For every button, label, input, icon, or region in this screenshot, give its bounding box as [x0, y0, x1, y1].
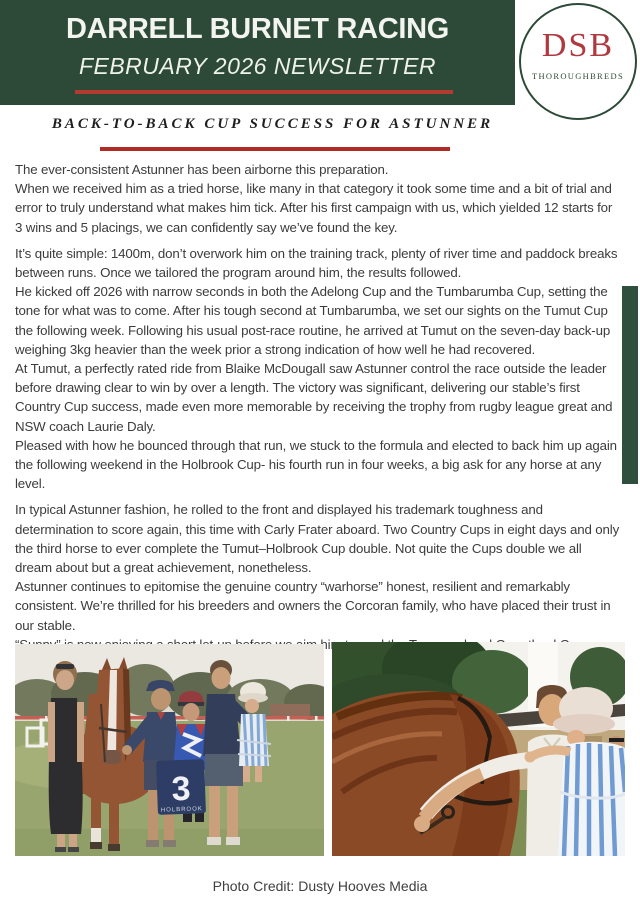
header-banner: [0, 0, 515, 105]
banner-red-rule: [75, 90, 453, 94]
saddlecloth-number: 3: [170, 769, 192, 809]
logo-monogram: DSB: [541, 27, 615, 64]
dsb-logo: [519, 3, 637, 120]
body-line: When we received him as a tried horse, like many in that category it took some time and a bit of trial and error to truly understand what makes him tick. After his first campaign with us, which yielded 12 starts for 3 wins and 5 placings, we can confidently say we’ve found the key.: [15, 181, 613, 235]
side-green-strip: [622, 286, 638, 484]
body-line: It’s quite simple: 1400m, don’t overwork him on the training track, plenty of river time and paddock breaks between runs. Once we tailored the program around him, the results followed.: [15, 245, 618, 281]
article-headline: BACK-TO-BACK CUP SUCCESS FOR ASTUNNER: [51, 116, 494, 132]
stable-title: DARRELL BURNET RACING: [65, 13, 450, 45]
photo-toddler-patting-horse: [332, 642, 625, 856]
saddlecloth-race-text: HOLBROOK: [160, 806, 203, 814]
photo-credit: Photo Credit: Dusty Hooves Media: [212, 878, 428, 894]
article-body: [15, 160, 622, 661]
body-line: him: [320, 636, 342, 652]
body-line: At Tumut, a perfectly rated ride from Blaike McDougall saw Astunner control the race outside the leader before drawing clear to win by over a length. The victory was significant, delivering our stable’s first Country Cup success, made even more memorable by receiving the trophy from rugby league great and NSW coach Laurie Daly.: [15, 361, 613, 434]
body-line: The ever-consistent Astunner has been airborne this preparation.: [15, 162, 389, 177]
paragraph-block: [15, 160, 622, 237]
body-line: In typical Astunner fashion, he rolled to the front and displayed his trademark toughness and determination to score again, this time with Carly Frater aboard. Two Country Cups in eight days and only the third horse to ever complete the Tumut–Holbrook Cup double. Not quite the Cups double we all dream about but a great achievement, nonetheless.: [15, 502, 620, 576]
body-line: He kicked off 2026 with narrow seconds in both the Adelong Cup and the Tumbarumba Cup, setting the tone for what was to come. After his tough second at Tumbarumba, we set our sights on the Tumut Cup the following week. Following his usual post-race routine, he arrived at Tumut on the seven-day back-up weighing 3kg heavier than the week prior a strong indication of how well he had recovered.: [15, 284, 611, 357]
paragraph-block: [15, 500, 622, 654]
logo-wordmark: THOROUGHBREDS: [532, 71, 624, 81]
body-line: Astunner continues to epitomise the genuine country “warhorse” honest, resilient and remarkably consistent. We’re thrilled for his breeders and owners the Corcoran family, who have placed their trust in our stable.: [15, 579, 611, 633]
photo-winners-group: [15, 644, 324, 856]
body-line: Pleased with how he bounced through that run, we stuck to the formula and elected to back him up again the following weekend in the Holbrook Cup- his fourth run in four weeks, a big ask for any horse at any level.: [15, 437, 617, 492]
headline-red-rule: [100, 147, 450, 151]
newsletter-subtitle: FEBRUARY 2026 NEWSLETTER: [78, 53, 437, 79]
paragraph-block: [15, 244, 622, 494]
